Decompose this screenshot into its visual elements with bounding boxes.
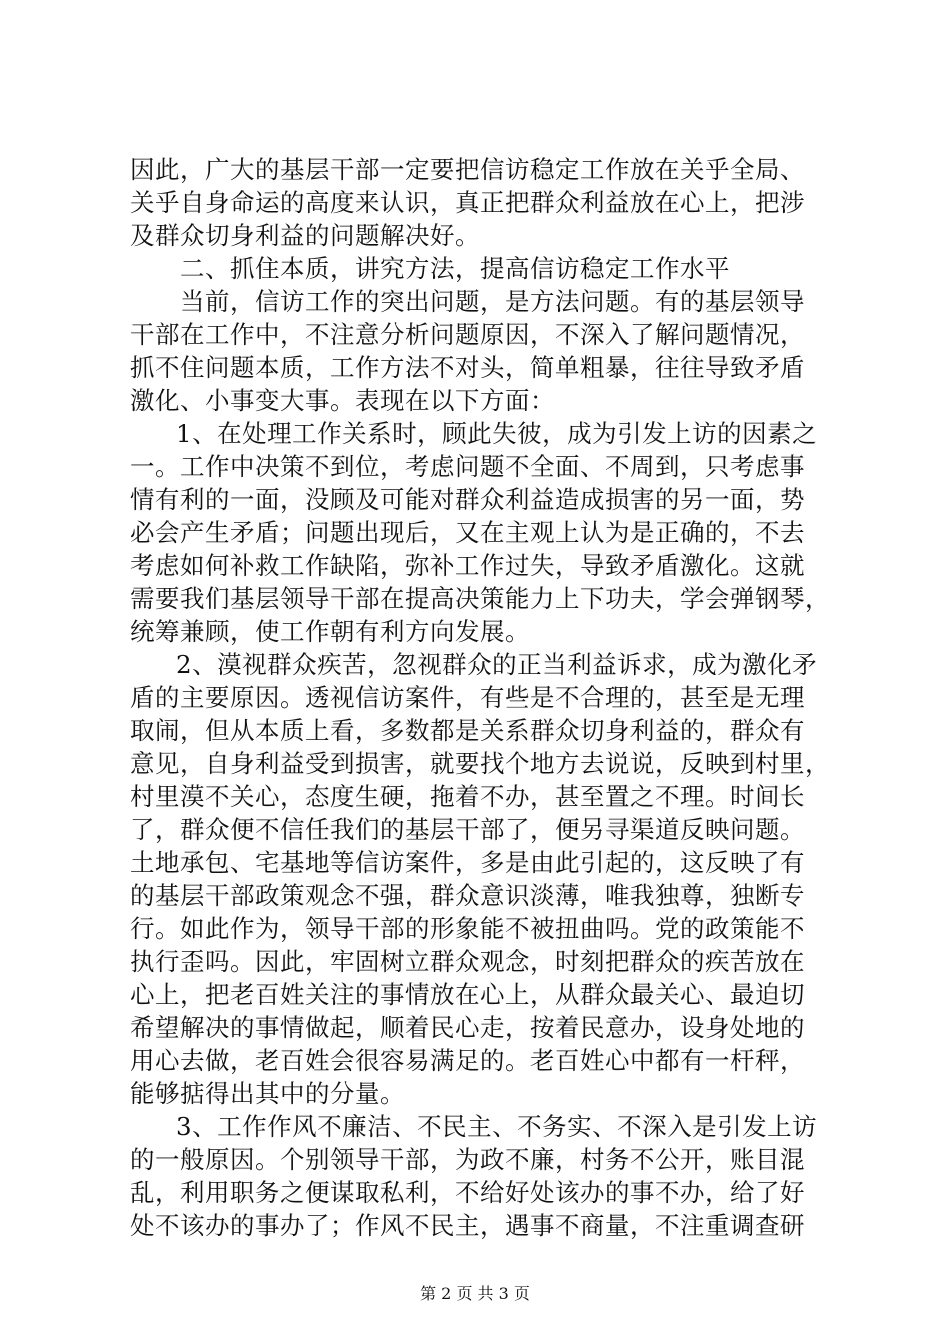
text-line: 当前，信访工作的突出问题，是方法问题。有的基层领导	[180, 287, 805, 316]
text-line: 1、在处理工作关系时，顾此失彼，成为引发上访的因素之	[176, 419, 818, 448]
text-line: 心上，把老百姓关注的事情放在心上，从群众最关心、最迫切	[130, 980, 805, 1009]
text-line: 的基层干部政策观念不强，群众意识淡薄，唯我独尊，独断专	[130, 881, 805, 910]
text-line: 3、工作作风不廉洁、不民主、不务实、不深入是引发上访	[176, 1112, 818, 1141]
section-heading: 二、抓住本质，讲究方法，提高信访稳定工作水平	[180, 254, 730, 283]
text-line: 盾的主要原因。透视信访案件，有些是不合理的，甚至是无理	[130, 683, 805, 712]
text-line: 土地承包、宅基地等信访案件，多是由此引起的，这反映了有	[130, 848, 805, 877]
text-line: 因此，广大的基层干部一定要把信访稳定工作放在关乎全局、	[130, 155, 805, 184]
text-line: 统筹兼顾，使工作朝有利方向发展。	[130, 617, 530, 646]
page-number: 第 2 页 共 3 页	[420, 1284, 530, 1303]
text-line: 及群众切身利益的问题解决好。	[130, 221, 480, 250]
text-line: 执行歪吗。因此，牢固树立群众观念，时刻把群众的疾苦放在	[130, 947, 805, 976]
text-line: 情有利的一面，没顾及可能对群众利益造成损害的另一面，势	[130, 485, 805, 514]
text-line: 意见，自身利益受到损害，就要找个地方去说说，反映到村里，	[130, 749, 830, 778]
text-line: 的一般原因。个别领导干部，为政不廉，村务不公开，账目混	[130, 1145, 805, 1174]
text-line: 处不该办的事办了；作风不民主，遇事不商量，不注重调查研	[130, 1211, 805, 1240]
text-line: 抓不住问题本质，工作方法不对头，简单粗暴，往往导致矛盾	[130, 353, 805, 382]
text-line: 一。工作中决策不到位，考虑问题不全面、不周到，只考虑事	[130, 452, 805, 481]
text-line: 关乎自身命运的高度来认识，真正把群众利益放在心上，把涉	[130, 188, 805, 217]
text-line: 考虑如何补救工作缺陷，弥补工作过失，导致矛盾激化。这就	[130, 551, 805, 580]
text-line: 用心去做，老百姓会很容易满足的。老百姓心中都有一杆秤，	[130, 1046, 805, 1075]
text-line: 乱，利用职务之便谋取私利，不给好处该办的事不办，给了好	[130, 1178, 805, 1207]
text-line: 希望解决的事情做起，顺着民心走，按着民意办，设身处地的	[130, 1013, 805, 1042]
text-line: 必会产生矛盾；问题出现后，又在主观上认为是正确的，不去	[130, 518, 805, 547]
text-line: 村里漠不关心，态度生硬，拖着不办，甚至置之不理。时间长	[130, 782, 805, 811]
text-line: 取闹，但从本质上看，多数都是关系群众切身利益的，群众有	[130, 716, 805, 745]
text-line: 行。如此作为，领导干部的形象能不被扭曲吗。党的政策能不	[130, 914, 805, 943]
text-line: 2、漠视群众疾苦，忽视群众的正当利益诉求，成为激化矛	[176, 650, 818, 679]
text-line: 需要我们基层领导干部在提高决策能力上下功夫，学会弹钢琴，	[130, 584, 830, 613]
text-line: 干部在工作中，不注意分析问题原因，不深入了解问题情况，	[130, 320, 805, 349]
text-line: 能够掂得出其中的分量。	[130, 1079, 405, 1108]
text-line: 了，群众便不信任我们的基层干部了，便另寻渠道反映问题。	[130, 815, 805, 844]
text-line: 激化、小事变大事。表现在以下方面：	[130, 386, 555, 415]
